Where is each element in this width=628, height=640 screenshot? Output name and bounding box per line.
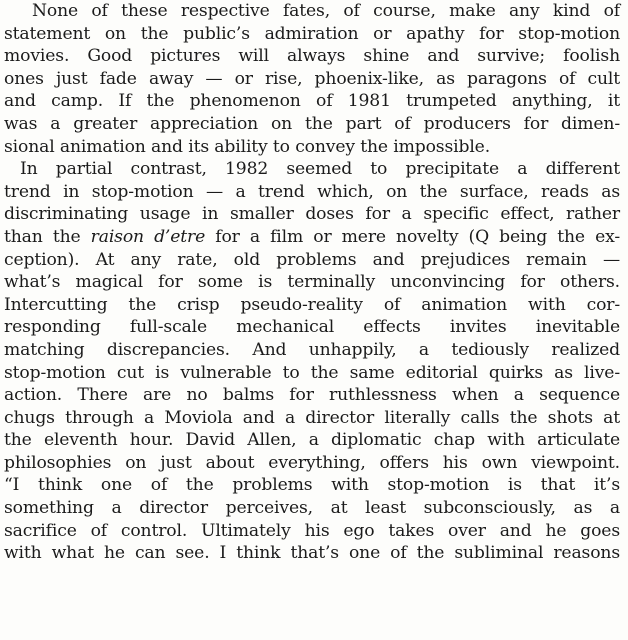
paragraph-2-line-12: chugs through a Moviola and a director literally calls the shots at — [4, 407, 620, 428]
paragraph-2-line-4 — [4, 226, 620, 249]
paragraph-1-line-4: ones just fade away — or rise, phoenix-like, as paragons of cult — [4, 68, 620, 89]
paragraph-2-line-16: something a director perceives, at least subconsciously, as a — [4, 498, 620, 519]
paragraph-2-line-9: matching discrepancies. And unhappily, a tediously realized — [4, 339, 620, 360]
paragraph-1-line-7: sional animation and its ability to convey the impossible. — [4, 136, 491, 157]
paragraph-1-line-5: and camp. If the phenomenon of 1981 trumpeted anything, it — [4, 91, 620, 112]
paragraph-2-line-3: discriminating usage in smaller doses for a specific effect, rather — [4, 204, 620, 225]
text-column — [4, 0, 620, 565]
paragraph-1-line-2: statement on the public’s admiration or apathy for stop-motion — [4, 23, 620, 44]
paragraph-2-line-11: action. There are no balms for ruthlessness when a sequence — [4, 385, 620, 406]
paragraph-2-line-6: what’s magical for some is terminally unconvincing for others. — [4, 272, 620, 293]
paragraph-2-line-8: responding full-scale mechanical effects invites inevitable — [4, 317, 620, 338]
paragraph-2-line-2: trend in stop-motion — a trend which, on the surface, reads as — [4, 181, 620, 202]
paragraph-2-line-1: In partial contrast, 1982 seemed to precipitate a different — [20, 159, 620, 180]
paragraph-1-line-3: movies. Good pictures will always shine and survive; foolish — [4, 46, 620, 67]
paragraph-2-line-17: sacrifice of control. Ultimately his ego takes over and he goes — [4, 520, 620, 541]
paragraph-2-line-5: ception). At any rate, old problems and prejudices remain — — [4, 249, 620, 270]
line-4-before-text: than the — [4, 226, 91, 247]
paragraph-1-line-1: None of these respective fates, of course, make any kind of — [32, 1, 620, 21]
paragraph-2-line-13: the eleventh hour. David Allen, a diplomatic chap with articulate — [4, 430, 620, 451]
paragraph-2-line-15: “I think one of the problems with stop-motion is that it’s — [4, 475, 620, 496]
paragraph-2-line-7: Intercutting the crisp pseudo-reality of animation with cor- — [4, 294, 620, 315]
paragraph-2-line-14: philosophies on just about everything, offers his own viewpoint. — [4, 452, 620, 473]
italic-phrase: raison d’etre — [90, 226, 206, 247]
paragraph-2-line-10: stop-motion cut is vulnerable to the same editorial quirks as live- — [4, 362, 620, 383]
line-4-after-text: for a film or mere novelty (Q being the ex- — [205, 226, 620, 247]
paragraph-2-line-18: with what he can see. I think that’s one of the subliminal reasons — [4, 543, 620, 564]
paragraph-1-line-6: was a greater appreciation on the part of producers for dimen- — [4, 113, 620, 134]
